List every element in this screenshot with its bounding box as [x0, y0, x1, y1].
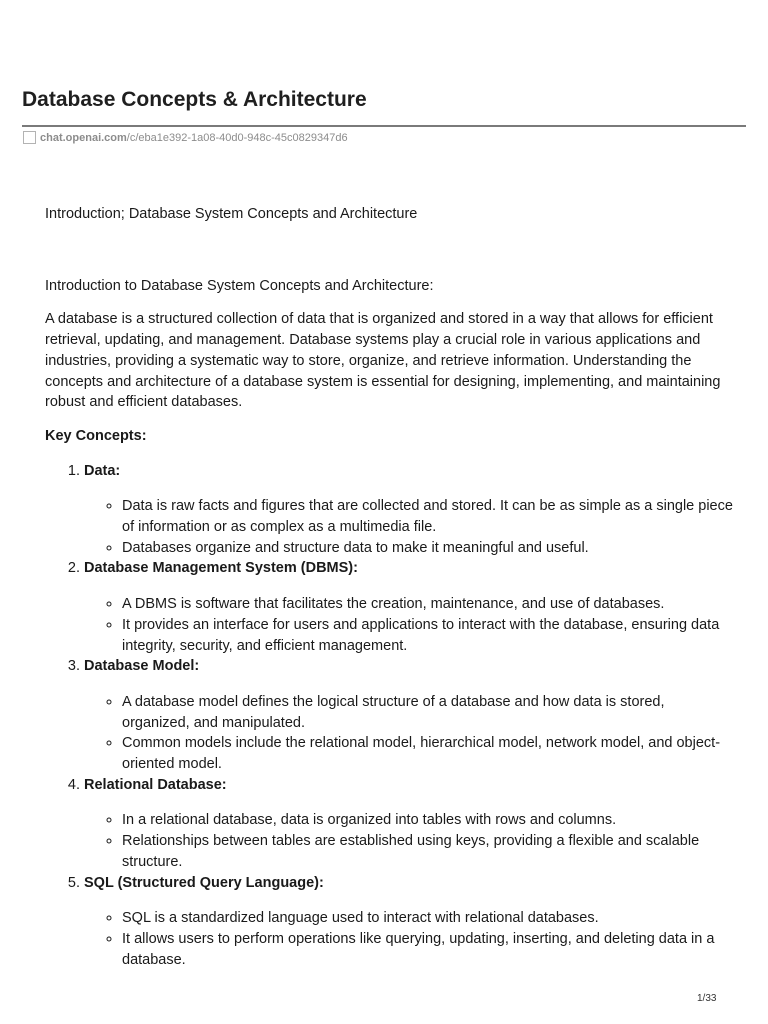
- concept-bullets: [84, 908, 735, 970]
- bullet-item: ◦ Relationships between tables are established using keys, providing a flexible and scalable structure.: [122, 831, 735, 872]
- bullet-item: ◦ It allows users to perform operations like querying, updating, inserting, and deleting data in a database.: [122, 929, 735, 970]
- concept-title: Database Management System (DBMS):: [84, 560, 358, 577]
- document-body: [45, 204, 735, 970]
- bullet-item: ◦ Databases organize and structure data to make it meaningful and useful.: [122, 538, 735, 559]
- bullet-item: ◦ SQL is a standardized language used to interact with relational databases.: [122, 908, 735, 929]
- link-favicon-icon: [23, 131, 36, 144]
- concept-item: [84, 873, 735, 971]
- key-concepts-heading: Key Concepts:: [45, 427, 147, 444]
- concept-item: [84, 656, 735, 775]
- bullet-item: ◦ A DBMS is software that facilitates the creation, maintenance, and use of databases.: [122, 594, 735, 615]
- concept-title: SQL (Structured Query Language):: [84, 874, 324, 891]
- bullet-item: ◦ Data is raw facts and figures that are collected and stored. It can be as simple as a single piece of information or as complex as a multimedia file.: [122, 496, 735, 537]
- concept-title: Relational Database:: [84, 776, 227, 793]
- concept-title: Data:: [84, 462, 121, 479]
- title-divider: [22, 125, 746, 127]
- concept-bullets: [84, 810, 735, 872]
- concept-item: [84, 558, 735, 656]
- source-path[interactable]: /c/eba1e392-1a08-40d0-948c-45c0829347d6: [126, 131, 348, 144]
- concept-bullets: [84, 692, 735, 775]
- concept-title: Database Model:: [84, 658, 200, 675]
- bullet-item: ◦ Common models include the relational model, hierarchical model, network model, and object-oriented model.: [122, 733, 735, 774]
- concept-item: [84, 775, 735, 873]
- concept-bullets: [84, 594, 735, 656]
- bullet-item: ◦ In a relational database, data is organized into tables with rows and columns.: [122, 810, 735, 831]
- bullet-item: ◦ A database model defines the logical structure of a database and how data is stored, organized, and manipulated.: [122, 692, 735, 733]
- intro-paragraph: A database is a structured collection of data that is organized and stored in a way that allows for efficient retrieval, updating, and management. Database systems play a crucial role in various applications and industries, providing a systematic way to store, organize, and retrieve information. Understanding the concepts and architecture of a database system is essential for designing, implementing, and maintaining robust and efficient databases.: [45, 311, 721, 411]
- page-title: Database Concepts & Architecture: [22, 88, 367, 111]
- source-link[interactable]: [23, 131, 348, 144]
- concept-bullets: [84, 496, 735, 558]
- bullet-item: ◦ It provides an interface for users and applications to interact with the database, ensuring data integrity, security, and efficient management.: [122, 615, 735, 656]
- intro-heading: Introduction to Database System Concepts and Architecture:: [45, 277, 434, 294]
- source-domain[interactable]: chat.openai.com: [40, 131, 127, 144]
- document-subtitle: Introduction; Database System Concepts and Architecture: [45, 206, 418, 222]
- concepts-list: [45, 461, 735, 971]
- concept-item: [84, 461, 735, 559]
- page-number: 1/33: [697, 993, 717, 1004]
